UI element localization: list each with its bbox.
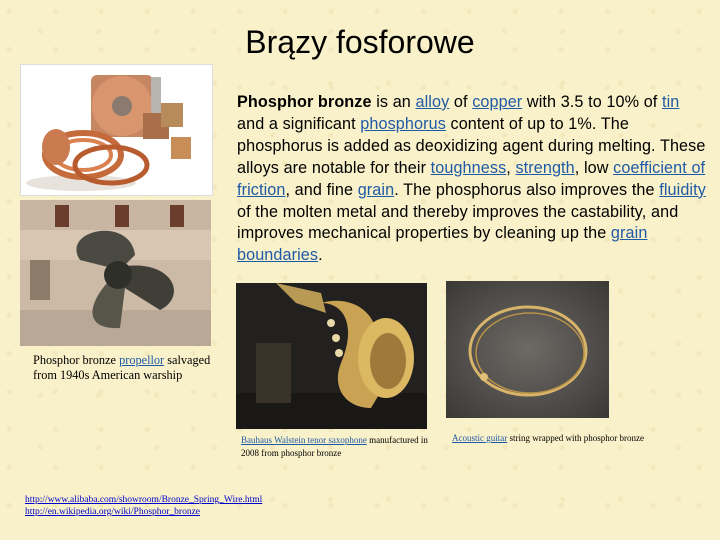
source-link-wikipedia[interactable]: http://en.wikipedia.org/wiki/Phosphor_bronze: [25, 507, 201, 517]
wire-spools-photo: [20, 64, 213, 196]
description-paragraph: [237, 92, 707, 267]
guitar-string-photo: [446, 281, 609, 418]
text-run: , low: [574, 158, 614, 177]
phosphorus-link[interactable]: phosphorus: [360, 114, 446, 133]
text-run: , and fine: [285, 180, 358, 199]
source-links: [25, 494, 262, 518]
text-run: .: [318, 246, 323, 265]
text-run: with 3.5 to 10% of: [522, 93, 662, 111]
propeller-caption-pre: Phosphor bronze: [33, 353, 120, 367]
text-run: of: [449, 93, 473, 111]
toughness-link[interactable]: toughness: [430, 158, 507, 177]
propeller-photo: [20, 200, 211, 346]
tin-link[interactable]: tin: [662, 93, 680, 111]
text-run: is an: [371, 93, 416, 111]
coefficient-of-friction-link[interactable]: coefficient of friction: [237, 158, 706, 199]
text-run: ,: [506, 158, 516, 177]
copper-link[interactable]: copper: [472, 93, 523, 111]
acoustic-guitar-link[interactable]: Acoustic guitar: [452, 433, 508, 443]
propeller-caption: [33, 353, 213, 383]
saxophone-caption-post: manufactured in 2008 from phosphor bronze: [241, 435, 428, 458]
guitar-caption: [452, 432, 682, 445]
strength-link[interactable]: strength: [515, 158, 575, 177]
text-run: . The phosphorus also improves the: [394, 180, 660, 199]
text-run: of the molten metal and thereby improves the castability, and improves mechanical properties by cleaning up the: [237, 202, 679, 243]
propeller-caption-post: salvaged from 1940s American warship: [33, 353, 211, 382]
guitar-caption-post: string wrapped with phosphor bronze: [507, 433, 644, 443]
text-run: content of up to 1%. The phosphorus is added as deoxidizing agent during melting. These alloys are notable for their: [237, 114, 706, 177]
grain-link[interactable]: grain: [357, 180, 395, 199]
source-link-alibaba[interactable]: http://www.alibaba.com/showroom/Bronze_Spring_Wire.html: [25, 495, 263, 505]
alloy-link[interactable]: alloy: [415, 93, 450, 111]
saxophone-caption: [241, 434, 436, 460]
saxophone-link[interactable]: Bauhaus Walstein tenor saxophone: [241, 435, 367, 445]
propellor-link[interactable]: propellor: [119, 353, 165, 367]
slide-title: Brązy fosforowe: [245, 24, 475, 60]
grain-boundaries-link[interactable]: grain boundaries: [237, 224, 648, 265]
text-run: and a significant: [237, 114, 361, 133]
fluidity-link[interactable]: fluidity: [659, 180, 706, 199]
saxophone-photo: [236, 283, 427, 429]
term-phosphor-bronze: Phosphor bronze: [237, 93, 372, 111]
